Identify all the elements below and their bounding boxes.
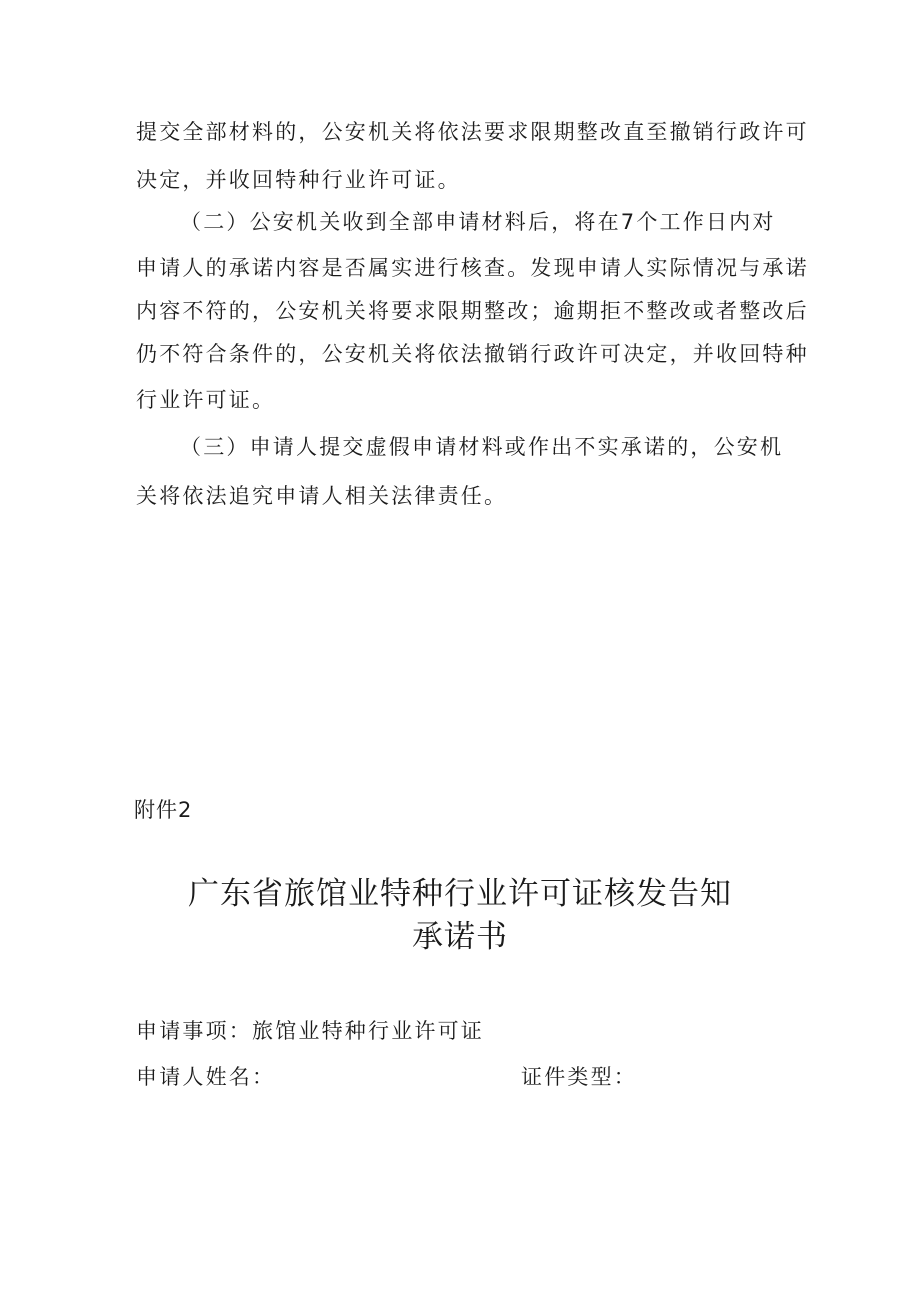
body-paragraph-2-line-3: 内容不符的，公安机关将要求限期整改；逾期拒不整改或者整改后 [136,299,809,323]
body-paragraph-2-line-2: 申请人的承诺内容是否属实进行核查。发现申请人实际情况与承诺 [136,256,809,280]
body-paragraph-2-line-4: 仍不符合条件的，公安机关将依法撤销行政许可决定，并收回特种 [136,342,809,366]
body-paragraph-3-line-1: （三）申请人提交虚假申请材料或作出不实承诺的，公安机 [180,435,784,459]
id-type-label: 证件类型： [521,1065,637,1089]
application-item-field: 申请事项：旅馆业特种行业许可证 [136,1019,484,1043]
body-paragraph-1-line-1: 提交全部材料的，公安机关将依法要求限期整改直至撤销行政许可 [136,120,809,144]
body-paragraph-2-line-1: （二）公安机关收到全部申请材料后，将在7个工作日内对 [180,210,776,234]
body-paragraph-2-line-5: 行业许可证。 [136,388,276,412]
document-title-line-1: 广东省旅馆业特种行业许可证核发告知 [188,876,732,912]
applicant-name-label: 申请人姓名： [136,1065,276,1089]
document-title-line-2: 承诺书 [412,919,508,955]
body-paragraph-3-line-2: 关将依法追究申请人相关法律责任。 [136,484,508,508]
body-paragraph-1-line-2: 决定，并收回特种行业许可证。 [136,168,461,192]
attachment-label: 附件2 [134,798,193,822]
